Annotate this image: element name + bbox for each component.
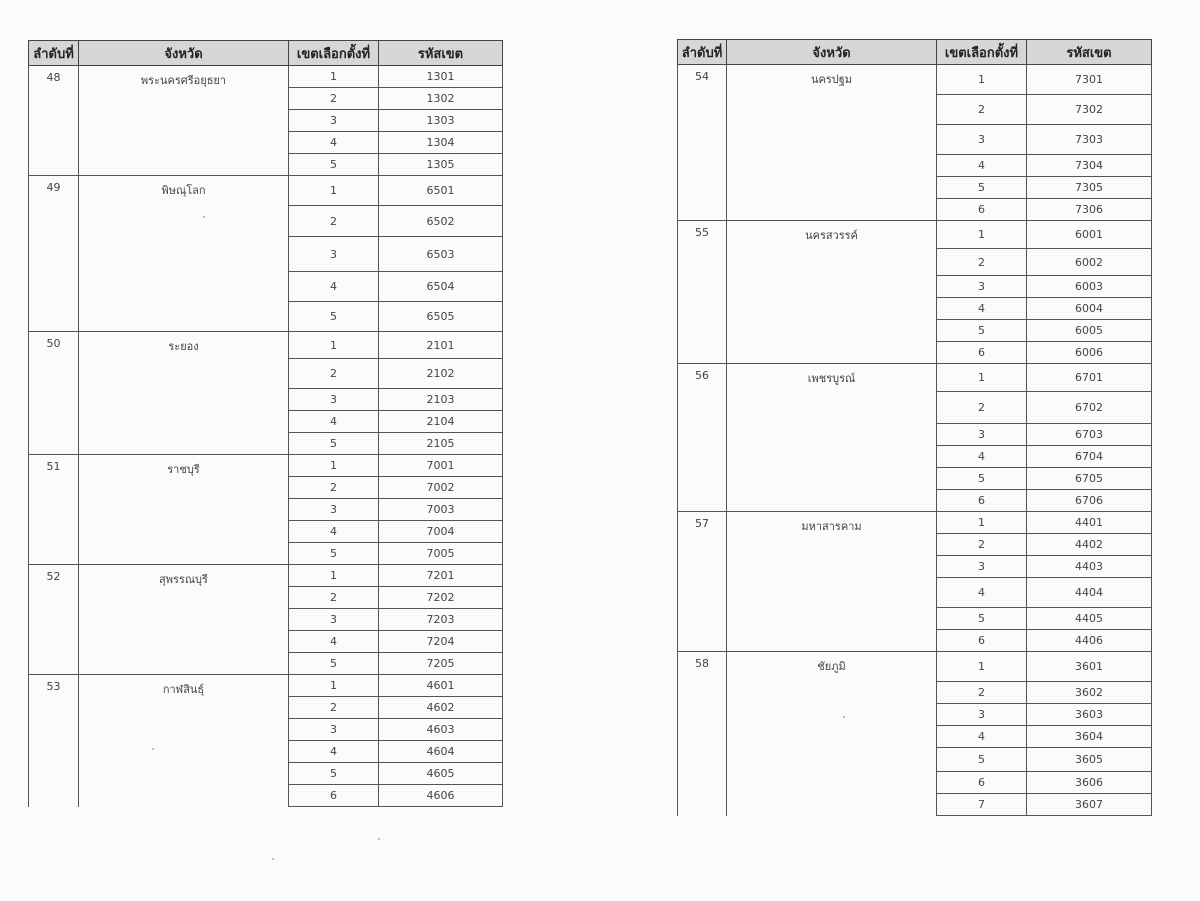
district-code: 3602 bbox=[1027, 682, 1152, 704]
province-name: พระนครศรีอยุธยา bbox=[79, 66, 289, 176]
district-number: 1 bbox=[289, 455, 379, 477]
district-number: 2 bbox=[289, 587, 379, 609]
district-code: 6504 bbox=[379, 272, 503, 302]
district-code: 1303 bbox=[379, 110, 503, 132]
district-number: 4 bbox=[289, 741, 379, 763]
district-code: 4401 bbox=[1027, 512, 1152, 534]
province-name: ระยอง bbox=[79, 332, 289, 455]
district-code: 2104 bbox=[379, 411, 503, 433]
constituency-table-left bbox=[28, 40, 503, 807]
district-code: 7302 bbox=[1027, 95, 1152, 125]
table-body-right bbox=[678, 65, 1152, 816]
order-number: 48 bbox=[29, 66, 79, 176]
district-number: 6 bbox=[937, 630, 1027, 652]
district-code: 2103 bbox=[379, 389, 503, 411]
table-row bbox=[678, 364, 1152, 392]
district-code: 4405 bbox=[1027, 608, 1152, 630]
district-number: 5 bbox=[937, 748, 1027, 772]
district-number: 4 bbox=[937, 446, 1027, 468]
district-number: 6 bbox=[937, 772, 1027, 794]
district-code: 6702 bbox=[1027, 392, 1152, 424]
district-code: 3606 bbox=[1027, 772, 1152, 794]
district-code: 6005 bbox=[1027, 320, 1152, 342]
district-number: 2 bbox=[937, 682, 1027, 704]
district-number: 2 bbox=[937, 534, 1027, 556]
order-number: 49 bbox=[29, 176, 79, 332]
scan-speck bbox=[203, 216, 205, 218]
district-code: 4603 bbox=[379, 719, 503, 741]
province-name: นครปฐม bbox=[727, 65, 937, 221]
district-code: 4403 bbox=[1027, 556, 1152, 578]
district-code: 7001 bbox=[379, 455, 503, 477]
district-number: 5 bbox=[937, 468, 1027, 490]
district-code: 7306 bbox=[1027, 199, 1152, 221]
district-code: 6505 bbox=[379, 302, 503, 332]
district-number: 2 bbox=[289, 477, 379, 499]
district-code: 3607 bbox=[1027, 794, 1152, 816]
header-row bbox=[29, 41, 503, 66]
district-code: 6002 bbox=[1027, 249, 1152, 276]
district-number: 6 bbox=[937, 199, 1027, 221]
district-code: 6501 bbox=[379, 176, 503, 206]
district-number: 7 bbox=[937, 794, 1027, 816]
district-code: 3605 bbox=[1027, 748, 1152, 772]
district-code: 6004 bbox=[1027, 298, 1152, 320]
table-row bbox=[29, 332, 503, 359]
table-row bbox=[678, 65, 1152, 95]
district-number: 5 bbox=[289, 543, 379, 565]
district-code: 1301 bbox=[379, 66, 503, 88]
constituency-table-right bbox=[677, 39, 1152, 816]
district-code: 2105 bbox=[379, 433, 503, 455]
district-number: 2 bbox=[937, 95, 1027, 125]
district-code: 4406 bbox=[1027, 630, 1152, 652]
district-code: 4602 bbox=[379, 697, 503, 719]
header-order: ลำดับที่ bbox=[678, 40, 727, 65]
left-table-sheet bbox=[28, 40, 503, 807]
scan-speck bbox=[378, 838, 380, 840]
district-code: 7301 bbox=[1027, 65, 1152, 95]
district-number: 1 bbox=[937, 364, 1027, 392]
district-code: 3604 bbox=[1027, 726, 1152, 748]
province-name: กาฬสินธุ์ bbox=[79, 675, 289, 807]
right-table-sheet bbox=[677, 39, 1152, 816]
table-row bbox=[29, 66, 503, 88]
order-number: 58 bbox=[678, 652, 727, 816]
district-number: 4 bbox=[937, 298, 1027, 320]
scan-speck bbox=[843, 716, 845, 718]
district-code: 7305 bbox=[1027, 177, 1152, 199]
district-number: 4 bbox=[289, 631, 379, 653]
order-number: 54 bbox=[678, 65, 727, 221]
district-number: 1 bbox=[289, 675, 379, 697]
district-number: 2 bbox=[289, 359, 379, 389]
district-number: 1 bbox=[289, 332, 379, 359]
table-row bbox=[678, 652, 1152, 682]
district-number: 5 bbox=[937, 320, 1027, 342]
district-number: 2 bbox=[289, 88, 379, 110]
district-code: 7201 bbox=[379, 565, 503, 587]
district-number: 3 bbox=[289, 389, 379, 411]
district-number: 4 bbox=[937, 578, 1027, 608]
order-number: 51 bbox=[29, 455, 79, 565]
district-number: 1 bbox=[937, 65, 1027, 95]
order-number: 55 bbox=[678, 221, 727, 364]
district-code: 6706 bbox=[1027, 490, 1152, 512]
district-number: 3 bbox=[289, 110, 379, 132]
district-number: 3 bbox=[289, 609, 379, 631]
district-code: 4404 bbox=[1027, 578, 1152, 608]
district-number: 3 bbox=[937, 704, 1027, 726]
district-code: 4402 bbox=[1027, 534, 1152, 556]
district-code: 6006 bbox=[1027, 342, 1152, 364]
district-code: 6003 bbox=[1027, 276, 1152, 298]
order-number: 57 bbox=[678, 512, 727, 652]
district-code: 3601 bbox=[1027, 652, 1152, 682]
district-number: 4 bbox=[289, 411, 379, 433]
district-number: 1 bbox=[937, 652, 1027, 682]
district-code: 3603 bbox=[1027, 704, 1152, 726]
district-code: 1302 bbox=[379, 88, 503, 110]
table-row bbox=[678, 512, 1152, 534]
district-number: 4 bbox=[289, 272, 379, 302]
district-code: 6704 bbox=[1027, 446, 1152, 468]
district-number: 5 bbox=[289, 653, 379, 675]
district-code: 7304 bbox=[1027, 155, 1152, 177]
district-code: 2102 bbox=[379, 359, 503, 389]
district-code: 7003 bbox=[379, 499, 503, 521]
order-number: 50 bbox=[29, 332, 79, 455]
header-district: เขตเลือกตั้งที่ bbox=[289, 41, 379, 66]
district-number: 5 bbox=[289, 763, 379, 785]
province-name: มหาสารคาม bbox=[727, 512, 937, 652]
district-code: 4604 bbox=[379, 741, 503, 763]
district-number: 5 bbox=[937, 608, 1027, 630]
district-code: 6503 bbox=[379, 237, 503, 272]
province-name: เพชรบูรณ์ bbox=[727, 364, 937, 512]
district-code: 7002 bbox=[379, 477, 503, 499]
district-code: 4605 bbox=[379, 763, 503, 785]
district-code: 1304 bbox=[379, 132, 503, 154]
district-code: 1305 bbox=[379, 154, 503, 176]
order-number: 53 bbox=[29, 675, 79, 807]
district-number: 3 bbox=[289, 237, 379, 272]
district-number: 2 bbox=[289, 697, 379, 719]
district-number: 4 bbox=[937, 155, 1027, 177]
scan-speck bbox=[272, 858, 274, 860]
district-code: 7303 bbox=[1027, 125, 1152, 155]
district-number: 3 bbox=[289, 719, 379, 741]
district-number: 3 bbox=[937, 276, 1027, 298]
table-body-left bbox=[29, 66, 503, 807]
province-name: ราชบุรี bbox=[79, 455, 289, 565]
district-code: 4601 bbox=[379, 675, 503, 697]
district-number: 5 bbox=[289, 433, 379, 455]
table-row bbox=[29, 455, 503, 477]
header-order: ลำดับที่ bbox=[29, 41, 79, 66]
table-row bbox=[678, 221, 1152, 249]
province-name: นครสวรรค์ bbox=[727, 221, 937, 364]
district-number: 5 bbox=[289, 154, 379, 176]
district-number: 3 bbox=[937, 424, 1027, 446]
district-code: 4606 bbox=[379, 785, 503, 807]
district-number: 6 bbox=[289, 785, 379, 807]
header-province: จังหวัด bbox=[727, 40, 937, 65]
order-number: 52 bbox=[29, 565, 79, 675]
district-number: 5 bbox=[289, 302, 379, 332]
district-code: 7005 bbox=[379, 543, 503, 565]
district-number: 1 bbox=[289, 176, 379, 206]
district-number: 2 bbox=[289, 206, 379, 237]
district-code: 6502 bbox=[379, 206, 503, 237]
scan-speck bbox=[152, 748, 154, 750]
table-row bbox=[29, 176, 503, 206]
district-code: 7204 bbox=[379, 631, 503, 653]
district-number: 6 bbox=[937, 342, 1027, 364]
province-name: สุพรรณบุรี bbox=[79, 565, 289, 675]
district-number: 1 bbox=[937, 221, 1027, 249]
district-code: 7205 bbox=[379, 653, 503, 675]
header-row bbox=[678, 40, 1152, 65]
district-number: 1 bbox=[937, 512, 1027, 534]
district-code: 6705 bbox=[1027, 468, 1152, 490]
district-number: 6 bbox=[937, 490, 1027, 512]
header-district: เขตเลือกตั้งที่ bbox=[937, 40, 1027, 65]
district-number: 3 bbox=[937, 556, 1027, 578]
district-code: 7203 bbox=[379, 609, 503, 631]
table-row bbox=[29, 565, 503, 587]
district-number: 1 bbox=[289, 565, 379, 587]
province-name: ชัยภูมิ bbox=[727, 652, 937, 816]
district-code: 7004 bbox=[379, 521, 503, 543]
district-number: 4 bbox=[289, 132, 379, 154]
header-code: รหัสเขต bbox=[379, 41, 503, 66]
district-code: 2101 bbox=[379, 332, 503, 359]
district-number: 2 bbox=[937, 392, 1027, 424]
district-code: 6703 bbox=[1027, 424, 1152, 446]
district-code: 7202 bbox=[379, 587, 503, 609]
table-row bbox=[29, 675, 503, 697]
district-number: 1 bbox=[289, 66, 379, 88]
district-number: 4 bbox=[937, 726, 1027, 748]
header-province: จังหวัด bbox=[79, 41, 289, 66]
header-code: รหัสเขต bbox=[1027, 40, 1152, 65]
district-code: 6001 bbox=[1027, 221, 1152, 249]
district-code: 6701 bbox=[1027, 364, 1152, 392]
district-number: 3 bbox=[289, 499, 379, 521]
district-number: 2 bbox=[937, 249, 1027, 276]
district-number: 4 bbox=[289, 521, 379, 543]
order-number: 56 bbox=[678, 364, 727, 512]
province-name: พิษณุโลก bbox=[79, 176, 289, 332]
district-number: 5 bbox=[937, 177, 1027, 199]
district-number: 3 bbox=[937, 125, 1027, 155]
